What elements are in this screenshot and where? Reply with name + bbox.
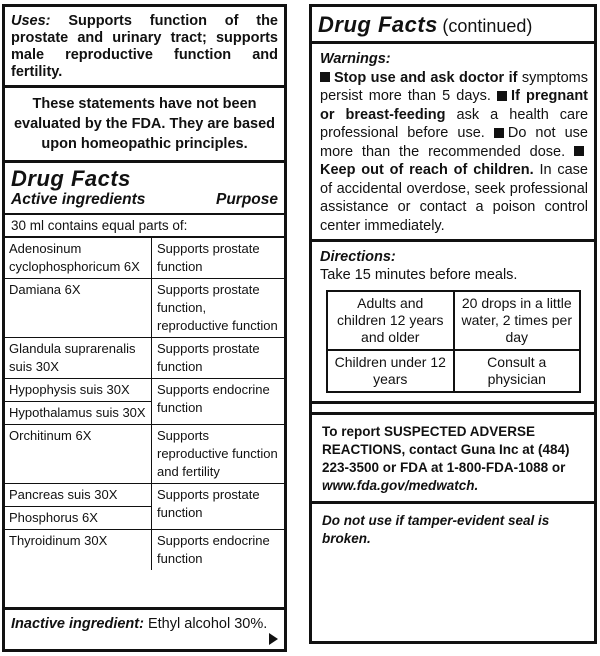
active-ingredients-header <box>5 191 284 215</box>
dosage-who: Children under 12 years <box>327 350 454 392</box>
inactive-text: Ethyl alcohol 30%. <box>147 616 268 632</box>
drug-facts-title: Drug Facts <box>318 12 438 37</box>
warning-dose-text: Do not use more than the recommended dose. <box>320 125 588 160</box>
drug-facts-title: Drug Facts <box>11 166 131 191</box>
dosage-table <box>326 290 581 393</box>
report-text: To report SUSPECTED ADVERSE REACTIONS, contact Guna Inc at (484) 223-3500 or FDA at 1-800-FDA-1088 or <box>322 424 570 475</box>
dosage-who: Adults and children 12 years and older <box>327 291 454 350</box>
warnings-section <box>312 44 594 242</box>
ingredient-name: Glandula suprarenalis suis 30X <box>5 338 152 379</box>
active-ingredients-label: Active ingredients <box>11 191 146 208</box>
uses-section <box>5 7 284 88</box>
table-row <box>327 350 580 392</box>
bullet-square-icon <box>574 146 584 156</box>
table-row <box>327 291 580 350</box>
directions-text: Take 15 minutes before meals. <box>320 267 518 283</box>
ingredient-name: Pancreas suis 30X <box>5 484 152 507</box>
tamper-warning: Do not use if tamper-evident seal is broken. <box>322 513 550 546</box>
table-row <box>5 530 284 571</box>
uses-label: Uses: <box>11 13 51 29</box>
ingredient-purpose: Supports endocrine function <box>152 379 285 425</box>
ingredient-name: Hypothalamus suis 30X <box>5 402 152 425</box>
ingredient-purpose: Supports prostate function <box>152 338 285 379</box>
ingredient-purpose: Supports prostate function <box>152 484 285 530</box>
ingredient-name: Orchitinum 6X <box>5 425 152 484</box>
drug-facts-right-panel <box>309 4 597 644</box>
ingredient-name: Adenosinum cyclophosphoricum 6X <box>9 241 140 274</box>
warning-stop-use-text: symptoms persist more than 5 days. <box>320 69 588 104</box>
inactive-ingredient <box>5 607 284 649</box>
ingredient-purpose: Supports reproductive function and fertility <box>152 425 285 484</box>
adverse-reactions-section <box>312 415 594 504</box>
ingredient-purpose: Supports endocrine function <box>152 530 285 571</box>
drug-facts-left-panel <box>2 4 287 652</box>
bullet-square-icon <box>494 128 504 138</box>
medwatch-link: www.fda.gov/medwatch. <box>322 478 479 493</box>
warnings-label: Warnings: <box>320 51 391 67</box>
ingredient-purpose: Supports prostate function, reproductive function <box>152 279 285 338</box>
ingredients-table <box>5 238 284 570</box>
directions-section <box>312 242 594 404</box>
directions-label: Directions: <box>320 249 396 265</box>
continue-arrow-icon <box>269 633 278 645</box>
drug-facts-continued-header <box>312 7 594 44</box>
ingredient-name: Damiana 6X <box>5 279 152 338</box>
purpose-label: Purpose <box>215 191 278 208</box>
warning-children: Keep out of reach of children. <box>320 162 534 178</box>
warning-children-text: In case of accidental overdose, seek professional assistance or contact a poison control center immediately. <box>320 162 588 234</box>
dosage-dose: Consult a physician <box>454 350 581 392</box>
table-row <box>5 425 284 484</box>
ingredient-name: Phosphorus 6X <box>5 507 152 530</box>
drug-facts-header <box>5 163 284 191</box>
table-row <box>5 238 284 279</box>
warning-pregnant-text: ask a health care professional before use. <box>320 106 589 141</box>
table-row <box>5 484 284 507</box>
section-divider <box>312 404 594 415</box>
table-row <box>5 279 284 338</box>
continued-label: (continued) <box>442 16 533 36</box>
ingredient-name: Hypophysis suis 30X <box>5 379 152 402</box>
fda-statement: These statements have not been evaluated by the FDA. They are based upon homeopathic principles. <box>5 88 284 163</box>
dosage-dose: 20 drops in a little water, 2 times per day <box>454 291 581 350</box>
table-row <box>5 338 284 379</box>
ingredient-purpose: Supports prostate function <box>152 238 285 279</box>
ingredient-name: Thyroidinum 30X <box>5 530 152 571</box>
bullet-square-icon <box>320 72 330 82</box>
bullet-square-icon <box>497 91 507 101</box>
contains-note: 30 ml contains equal parts of: <box>5 215 284 238</box>
table-row <box>5 379 284 402</box>
inactive-label: Inactive ingredient: <box>11 616 144 632</box>
warning-pregnant: If pregnant or breast-feeding <box>320 88 589 123</box>
uses-text: Supports function of the prostate and urinary tract; supports male reproductive function and fertility. <box>11 13 278 80</box>
warning-stop-use: Stop use and ask doctor if <box>334 69 518 86</box>
